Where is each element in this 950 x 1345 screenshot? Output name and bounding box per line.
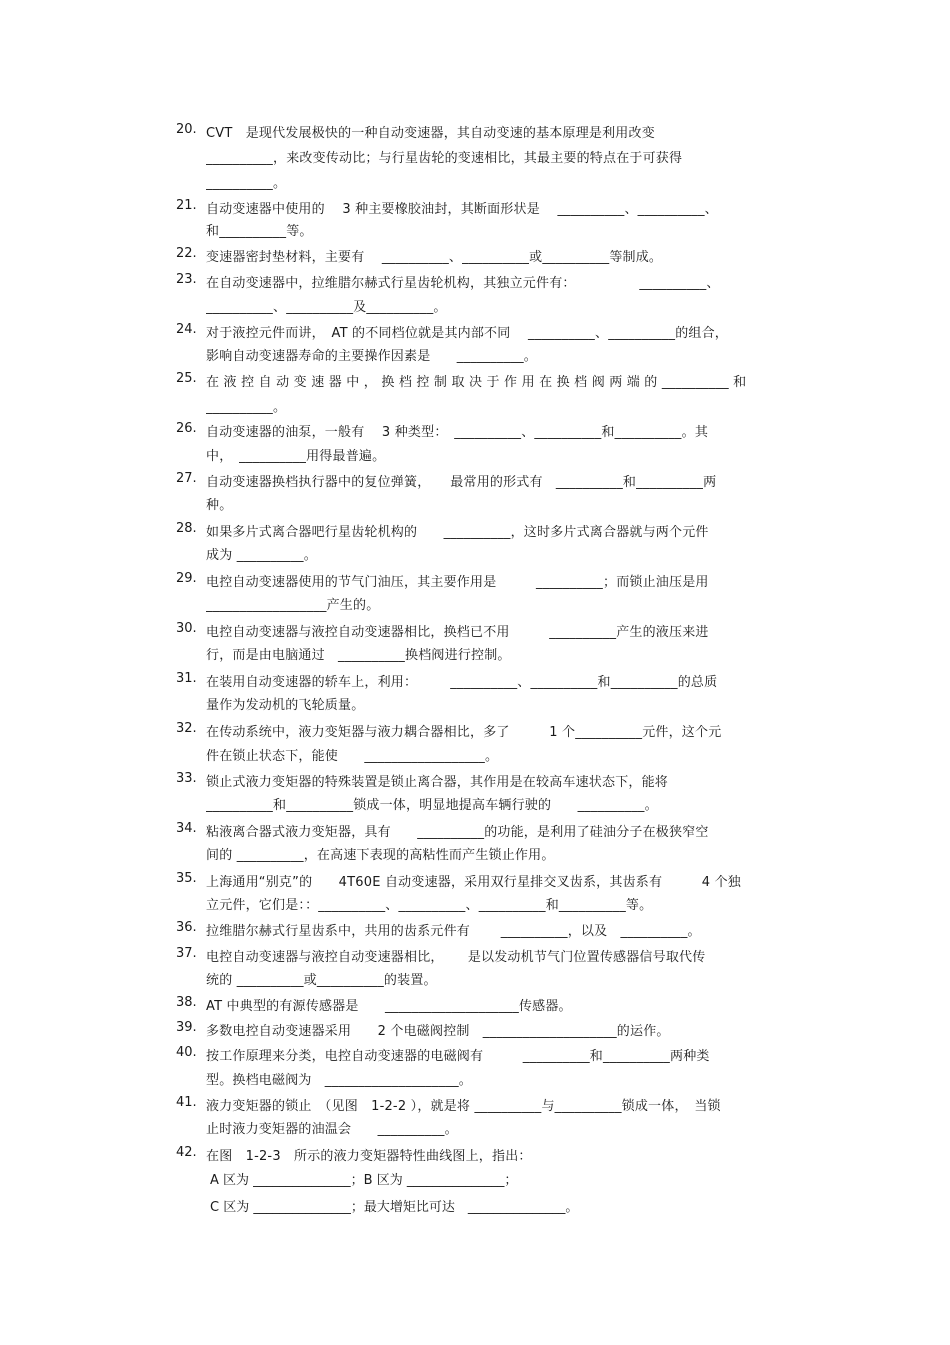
question-number: 31. bbox=[176, 671, 197, 686]
question-text-line: 行，而是由电脑通过 __________换档阀进行控制。 bbox=[206, 648, 511, 663]
question-text-line: 自动变速器的油泵，一般有 3 种类型： __________、__________和__________。其 bbox=[206, 425, 709, 440]
question-text-line: __________。 bbox=[206, 176, 287, 191]
question-text-line: CVT 是现代发展极快的一种自动变速器，其自动变速的基本原理是利用改变 bbox=[206, 126, 655, 141]
question-text-line: __________________产生的。 bbox=[206, 598, 380, 613]
question-text-line: 自动变速器中使用的 3 种主要橡胶油封，其断面形状是 __________、__________、 bbox=[206, 202, 718, 217]
question-text-line: __________，来改变传动比；与行星齿轮的变速相比，其最主要的特点在于可获得 bbox=[206, 151, 683, 166]
question-text-line: 如果多片式离合器吧行星齿轮机构的 __________，这时多片式离合器就与两个元件 bbox=[206, 525, 709, 540]
question-text-line: __________和__________锁成一体，明显地提高车辆行驶的 __________。 bbox=[206, 798, 658, 813]
question-text-line: 立元件，它们是：：__________、__________、__________和__________等。 bbox=[206, 898, 653, 913]
question-number: 28. bbox=[176, 521, 197, 536]
question-text-line: 型。换档电磁阀为 ____________________。 bbox=[206, 1073, 473, 1088]
question-number: 41. bbox=[176, 1095, 197, 1110]
question-text-line: 止时液力变矩器的油温会 __________。 bbox=[206, 1122, 458, 1137]
question-number: 26. bbox=[176, 421, 197, 436]
question-number: 36. bbox=[176, 920, 197, 935]
question-text-line: __________、__________及__________。 bbox=[206, 300, 447, 315]
question-text-line: 量作为发动机的飞轮质量。 bbox=[206, 698, 365, 713]
question-number: 23. bbox=[176, 272, 197, 287]
question-text-line: 上海通用“别克”的 4T60E 自动变速器，采用双行星排交叉齿系，其齿系有 4 个独 bbox=[206, 875, 741, 890]
question-text-line: 在自动变速器中，拉维腊尔赫式行星齿轮机构，其独立元件有： __________、 bbox=[206, 276, 720, 291]
question-text-line: 影响自动变速器寿命的主要操作因素是 __________。 bbox=[206, 349, 538, 364]
question-text-line: 在 液 控 自 动 变 速 器 中 ， 换 档 控 制 取 决 于 作 用 在 换 档 阀 两 端 的 __________ 和 bbox=[206, 375, 747, 390]
question-text-line: 多数电控自动变速器采用 2 个电磁阀控制 ____________________的运作。 bbox=[206, 1024, 670, 1039]
question-number: 39. bbox=[176, 1020, 197, 1035]
question-number: 33. bbox=[176, 771, 197, 786]
question-text-line: 粘液离合器式液力变矩器，具有 __________的功能，是利用了硅油分子在极狭窄空 bbox=[206, 825, 709, 840]
question-text-line: 液力变矩器的锁止 （见图 1-2-2 ），就是将 __________与__________锁成一体， 当锁 bbox=[206, 1099, 721, 1114]
question-text-line: 在传动系统中，液力变矩器与液力耦合器相比，多了 1 个__________元件，这个元 bbox=[206, 725, 722, 740]
question-text-line: 变速器密封垫材料，主要有 __________、__________或__________等制成。 bbox=[206, 250, 663, 265]
question-text-line: 在图 1-2-3 所示的液力变矩器特性曲线图上，指出： bbox=[206, 1149, 532, 1164]
question-text-line: 电控自动变速器与液控自动变速器相比， 是以发动机节气门位置传感器信号取代传 bbox=[206, 950, 706, 965]
question-text-line: 中， __________用得最普遍。 bbox=[206, 449, 386, 464]
question-text-line: 在装用自动变速器的轿车上，利用： __________、__________和__________的总质 bbox=[206, 675, 718, 690]
question-text-line: __________。 bbox=[206, 400, 287, 415]
question-text-line: 拉维腊尔赫式行星齿系中，共用的齿系元件有 __________，以及 __________。 bbox=[206, 924, 701, 939]
question-number: 21. bbox=[176, 198, 197, 213]
question-text-line: 统的 __________或__________的装置。 bbox=[206, 973, 437, 988]
question-text-line: 种。 bbox=[206, 498, 233, 513]
question-number: 29. bbox=[176, 571, 197, 586]
question-text-line: 和__________等。 bbox=[206, 224, 313, 239]
question-number: 30. bbox=[176, 621, 197, 636]
question-text-line: AT 中典型的有源传感器是 ____________________传感器。 bbox=[206, 999, 572, 1014]
question-text-line: 自动变速器换档执行器中的复位弹簧， 最常用的形式有 __________和__________两 bbox=[206, 475, 717, 490]
question-number: 24. bbox=[176, 322, 197, 337]
question-text-line: 电控自动变速器与液控自动变速器相比，换档已不用 __________产生的液压来进 bbox=[206, 625, 709, 640]
question-number: 27. bbox=[176, 471, 197, 486]
question-text-line: 锁止式液力变矩器的特殊装置是锁止离合器，其作用是在较高车速状态下，能将 bbox=[206, 775, 669, 790]
question-text-line: 对于液控元件而讲， AT 的不同档位就是其内部不同 __________、__________的组合， bbox=[206, 326, 728, 341]
question-text-line: 件在锁止状态下，能使 __________________。 bbox=[206, 749, 499, 764]
question-number: 37. bbox=[176, 946, 197, 961]
question-number: 22. bbox=[176, 246, 197, 261]
question-number: 25. bbox=[176, 371, 197, 386]
question-text-line: 电控自动变速器使用的节气门油压，其主要作用是 __________；而锁止油压是用 bbox=[206, 575, 709, 590]
question-number: 35. bbox=[176, 871, 197, 886]
question-number: 20. bbox=[176, 122, 197, 137]
question-number: 34. bbox=[176, 821, 197, 836]
question-text-line: 间的 __________，在高速下表现的高粘性而产生锁止作用。 bbox=[206, 848, 555, 863]
question-number: 40. bbox=[176, 1045, 197, 1060]
question-number: 42. bbox=[176, 1145, 197, 1160]
question-text-line: 按工作原理来分类，电控自动变速器的电磁阀有 __________和__________两种类 bbox=[206, 1049, 710, 1064]
question-number: 32. bbox=[176, 721, 197, 736]
question-number: 38. bbox=[176, 995, 197, 1010]
question-text-line: 成为 __________。 bbox=[206, 548, 317, 563]
question-42-answer-line: C 区为 _______________；最大增矩比可达 _______________。 bbox=[210, 1200, 579, 1215]
question-42-answer-line: A 区为 _______________；B 区为 _______________； bbox=[210, 1173, 518, 1188]
